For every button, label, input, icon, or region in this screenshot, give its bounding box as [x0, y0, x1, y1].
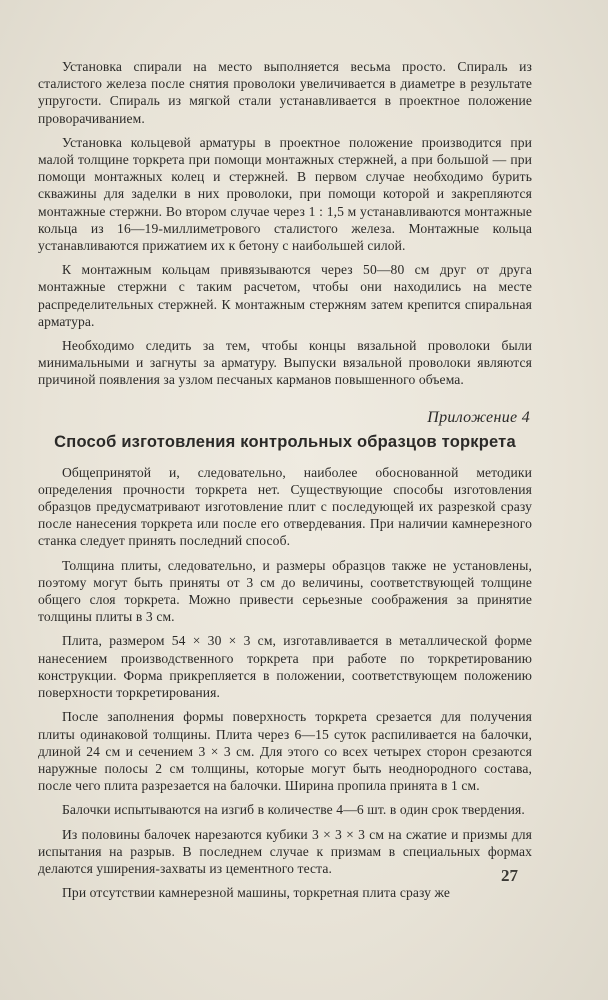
paragraph-methodology: Общепринятой и, следовательно, наиболее обоснованной методики определения прочности торкрета нет. Существующие способы изготовления образцов предусматривают изготовление плит с последующей их разрезкой сразу после нанесения торкрета или после его отвердевания. При наличии камнерезного станка следует принять последний способ. [38, 464, 532, 549]
paragraph-binding-wire: Необходимо следить за тем, чтобы концы вязальной проволоки были минимальными и загнуты за арматуру. Выпуски вязальной проволоки являются причиной появления за узлом песчаных карманов повышенного объема. [38, 338, 532, 388]
paragraph-bending-test: Балочки испытываются на изгиб в количестве 4—6 шт. в один срок твердения. [62, 802, 525, 818]
paragraph-no-stone-cutter: При отсутствии камнерезной машины, торкретная плита сразу же [62, 885, 451, 901]
paragraph-slab-size: Плита, размером 54 × 30 × 3 см, изготавливается в металлической форме нанесением производственного торкрета при работе по торкретированию конструкции. Форма прикрепляется в положении, соответствующем положению поверхности торкретирования. [38, 633, 532, 701]
paragraph-slab-thickness: Толщина плиты, следовательно, и размеры образцов также не установлены, поэтому могут быть приняты от 3 см до величины, соответствующей толщине общего слоя торкрета. Можно привести серьезные соображения за принятие толщины плиты в 3 см. [38, 557, 532, 625]
paragraph-spiral-installation: Установка спирали на место выполняется весьма просто. Спираль из сталистого железа после снятия проволоки увеличивается в диаметре в результате упругости. Спираль из мягкой стали устанавливается в проектное положение проворачиванием. [38, 59, 532, 126]
page-number: 27 [501, 866, 518, 885]
paragraph-cutting: После заполнения формы поверхность торкрета срезается для получения плиты одинаковой толщины. Плита через 6—15 суток распиливается на балочки, длиной 24 см и сечением 3 × 3 см. Для этого со всех четырех сторон срезаются наружные полосы 2 см толщины, которые могут быть неоднородного состава, после чего плита разрезается на балочки. Ширина пропила принята в 1 см. [38, 709, 532, 794]
paragraph-mounting-rods: К монтажным кольцам привязываются через 50—80 см друг от друга монтажные стержни с таким расчетом, чтобы они находились на месте распределительных стержней. К монтажным стержням затем крепится спиральная арматура. [38, 262, 532, 329]
paragraph-ring-reinforcement: Установка кольцевой арматуры в проектное положение производится при малой толщине торкрета при помощи монтажных стержней, а при большой — при помощи монтажных колец и стержней. В первом случае необходимо бурить скважины для заделки в них проволоки, при помощи которой и закрепляются монтажные стержни. Во втором случае через 1 : 1,5 м устанавливаются монтажные кольца из 16—19-миллиметрового сталистого железа. Монтажные кольца устанавливаются прижатием их к бетону с наибольшей силой. [38, 134, 532, 254]
paragraph-cubes-prisms: Из половины балочек нарезаются кубики 3 × 3 × 3 см на сжатие и призмы для испытания на разрыв. В последнем случае к призмам в специальных формах делаются уширения-захваты из цементного теста. [38, 826, 532, 876]
text-column [38, 58, 532, 908]
section-title: Способ изготовления контрольных образцов торкрета [54, 432, 516, 451]
appendix-label: Приложение 4 [427, 408, 530, 426]
